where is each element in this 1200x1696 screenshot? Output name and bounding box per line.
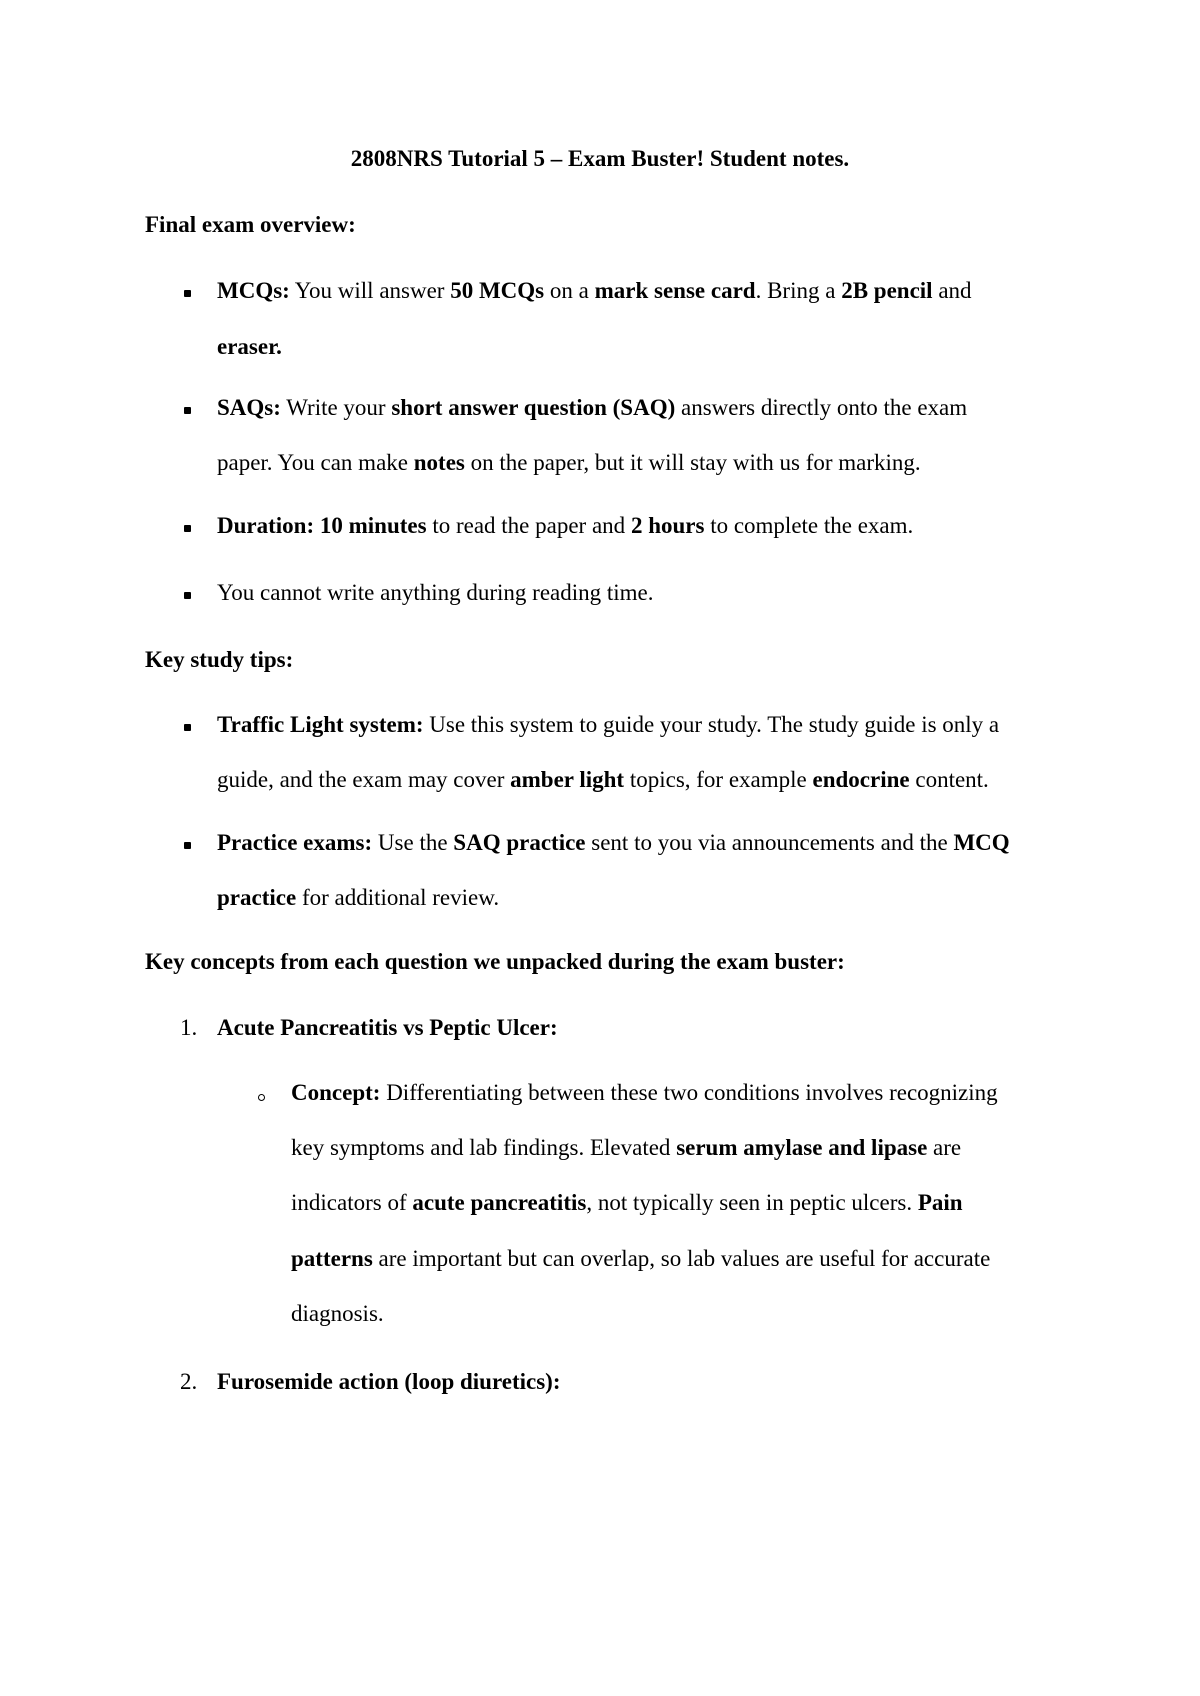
numbered-item-furosemide: Furosemide action (loop diuretics):	[217, 1369, 561, 1394]
list-item-reading-time: You cannot write anything during reading time.	[217, 580, 654, 605]
section-heading-key-concepts: Key concepts from each question we unpacked during the exam buster:	[145, 949, 845, 974]
list-item-mcqs-line2: eraser.	[217, 334, 282, 359]
list-item-practice-exams-line1: Practice exams: Use the SAQ practice sent to you via announcements and the MCQ	[217, 830, 1010, 855]
concept-line4: patterns are important but can overlap, so lab values are useful for accurate	[291, 1246, 991, 1271]
concept-line3: indicators of acute pancreatitis, not typically seen in peptic ulcers. Pain	[291, 1190, 963, 1215]
concept-line1: Concept: Differentiating between these two conditions involves recognizing	[291, 1080, 998, 1105]
bullet-icon	[184, 290, 191, 297]
bullet-icon	[184, 407, 191, 414]
concept-line5: diagnosis.	[291, 1301, 384, 1326]
concept-line2: key symptoms and lab findings. Elevated serum amylase and lipase are	[291, 1135, 962, 1160]
list-item-traffic-light-line1: Traffic Light system: Use this system to guide your study. The study guide is only a	[217, 712, 1000, 737]
list-item-saqs-line1: SAQs: Write your short answer question (SAQ) answers directly onto the exam	[217, 395, 968, 420]
numbered-item-pancreatitis: Acute Pancreatitis vs Peptic Ulcer:	[217, 1015, 558, 1040]
list-item-practice-exams-line2: practice for additional review.	[217, 885, 500, 910]
list-number: 1.	[180, 1015, 198, 1040]
list-item-saqs-line2: paper. You can make notes on the paper, but it will stay with us for marking.	[217, 450, 921, 475]
bullet-icon	[184, 592, 191, 599]
list-number: 2.	[180, 1369, 198, 1394]
section-heading-study-tips: Key study tips:	[145, 647, 294, 672]
list-item-traffic-light-line2: guide, and the exam may cover amber light topics, for example endocrine content.	[217, 767, 989, 792]
list-item-duration: Duration: 10 minutes to read the paper and 2 hours to complete the exam.	[217, 513, 914, 538]
list-item-mcqs-line1: MCQs: You will answer 50 MCQs on a mark sense card. Bring a 2B pencil and	[217, 278, 972, 303]
bullet-icon	[184, 842, 191, 849]
section-heading-exam-overview: Final exam overview:	[145, 212, 356, 237]
bullet-icon	[184, 525, 191, 532]
circle-bullet-icon	[258, 1094, 265, 1101]
document-title: 2808NRS Tutorial 5 – Exam Buster! Student notes.	[350, 146, 850, 171]
bullet-icon	[184, 724, 191, 731]
